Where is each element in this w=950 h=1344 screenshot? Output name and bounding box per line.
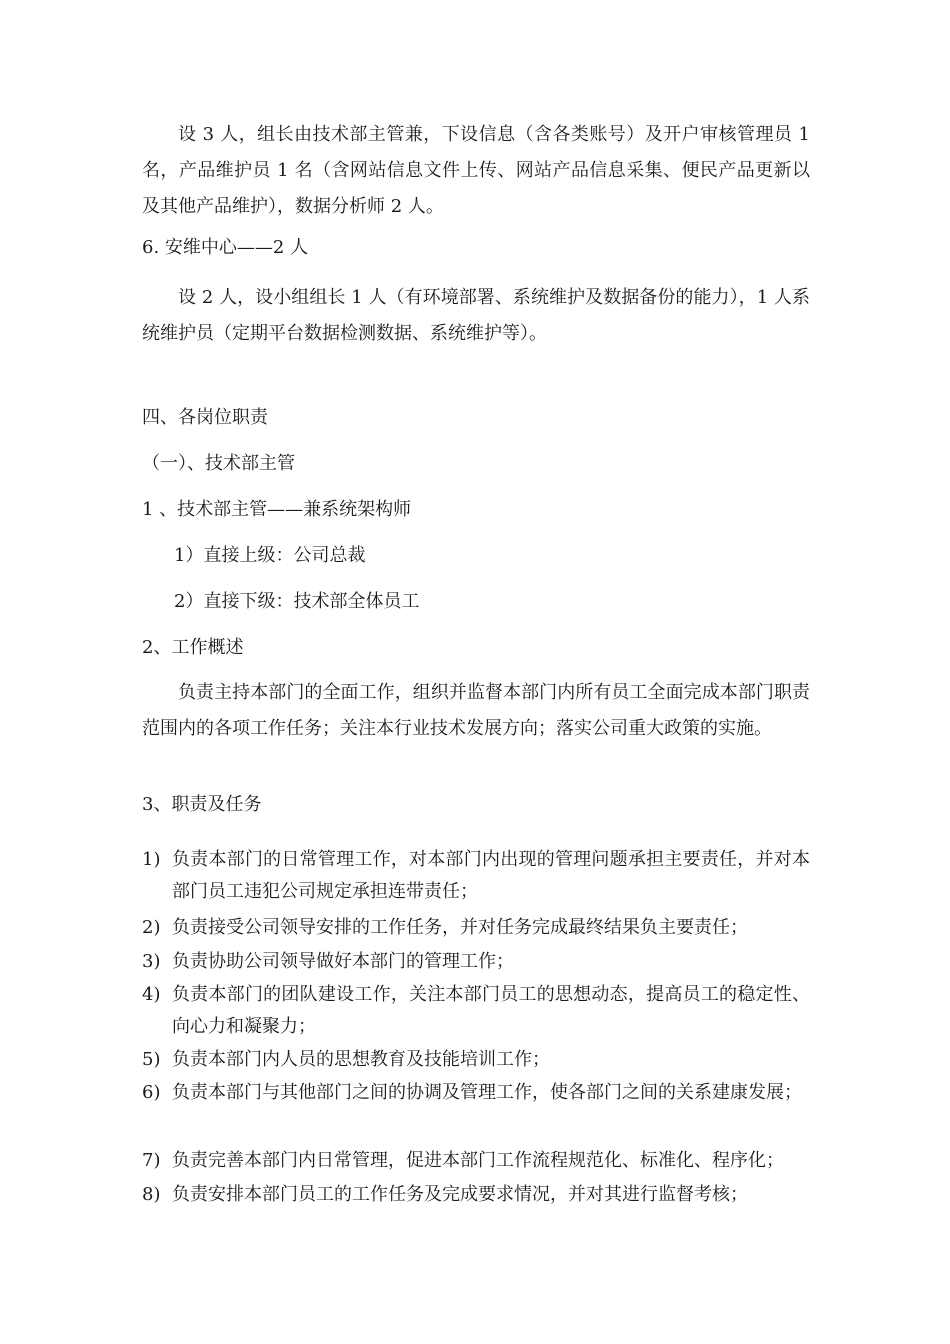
- section-5-body: 设 3 人，组长由技术部主管兼，下设信息（含各类账号）及开户审核管理员 1 名，产品维护员 1 名（含网站信息文件上传、网站产品信息采集、便民产品更新以及其他产品维护），数据分析师 2 人。: [142, 124, 810, 217]
- item-1-title: 1 、技术部主管——兼系统架构师: [142, 499, 412, 520]
- duty-text: 负责协助公司领导做好本部门的管理工作；: [172, 951, 514, 972]
- duty-number: 1): [142, 849, 161, 870]
- duty-item: [142, 979, 810, 1043]
- duty-item: [142, 1077, 810, 1109]
- section-6-body: 设 2 人，设小组组长 1 人（有环境部署、系统维护及数据备份的能力），1 人系统维护员（定期平台数据检测数据、系统维护等）。: [142, 287, 810, 344]
- item-3-title: 3、职责及任务: [142, 794, 262, 815]
- heading-four: 四、各岗位职责: [142, 407, 268, 428]
- section-6-title: 6. 安维中心——2 人: [142, 237, 309, 258]
- duty-number: 6): [142, 1082, 161, 1103]
- duty-text: 负责本部门的日常管理工作，对本部门内出现的管理问题承担主要责任，并对本部门员工违犯公司规定承担连带责任；: [172, 849, 810, 902]
- item-2-body: 负责主持本部门的全面工作，组织并监督本部门内所有员工全面完成本部门职责范围内的各项工作任务；关注本行业技术发展方向；落实公司重大政策的实施。: [142, 682, 810, 739]
- duty-number: 7): [142, 1150, 161, 1171]
- duty-number: 3): [142, 951, 161, 972]
- duty-item: [142, 1044, 810, 1076]
- item-2-title: 2、工作概述: [142, 637, 244, 658]
- duty-item: [142, 912, 810, 944]
- duty-item: [142, 844, 810, 908]
- heading-sub-one: （一）、技术部主管: [142, 453, 295, 474]
- duty-item: [142, 1145, 810, 1177]
- duty-number: 8): [142, 1184, 161, 1205]
- duty-number: 5): [142, 1049, 161, 1070]
- duty-text: 负责接受公司领导安排的工作任务，并对任务完成最终结果负主要责任；: [172, 917, 748, 938]
- duty-item: [142, 1179, 810, 1211]
- duty-text: 负责本部门内人员的思想教育及技能培训工作；: [172, 1049, 550, 1070]
- duty-number: 4): [142, 984, 161, 1005]
- duty-number: 2): [142, 917, 161, 938]
- duty-text: 负责安排本部门员工的工作任务及完成要求情况，并对其进行监督考核；: [172, 1184, 748, 1205]
- duty-item: [142, 946, 810, 978]
- duty-text: 负责完善本部门内日常管理，促进本部门工作流程规范化、标准化、程序化；: [172, 1150, 784, 1171]
- duty-text: 负责本部门的团队建设工作，关注本部门员工的思想动态，提高员工的稳定性、向心力和凝聚力；: [172, 984, 810, 1037]
- direct-superior: 1）直接上级：公司总裁: [174, 545, 366, 566]
- duty-text: 负责本部门与其他部门之间的协调及管理工作，使各部门之间的关系建康发展；: [172, 1082, 802, 1103]
- direct-subordinate: 2）直接下级：技术部全体员工: [174, 591, 420, 612]
